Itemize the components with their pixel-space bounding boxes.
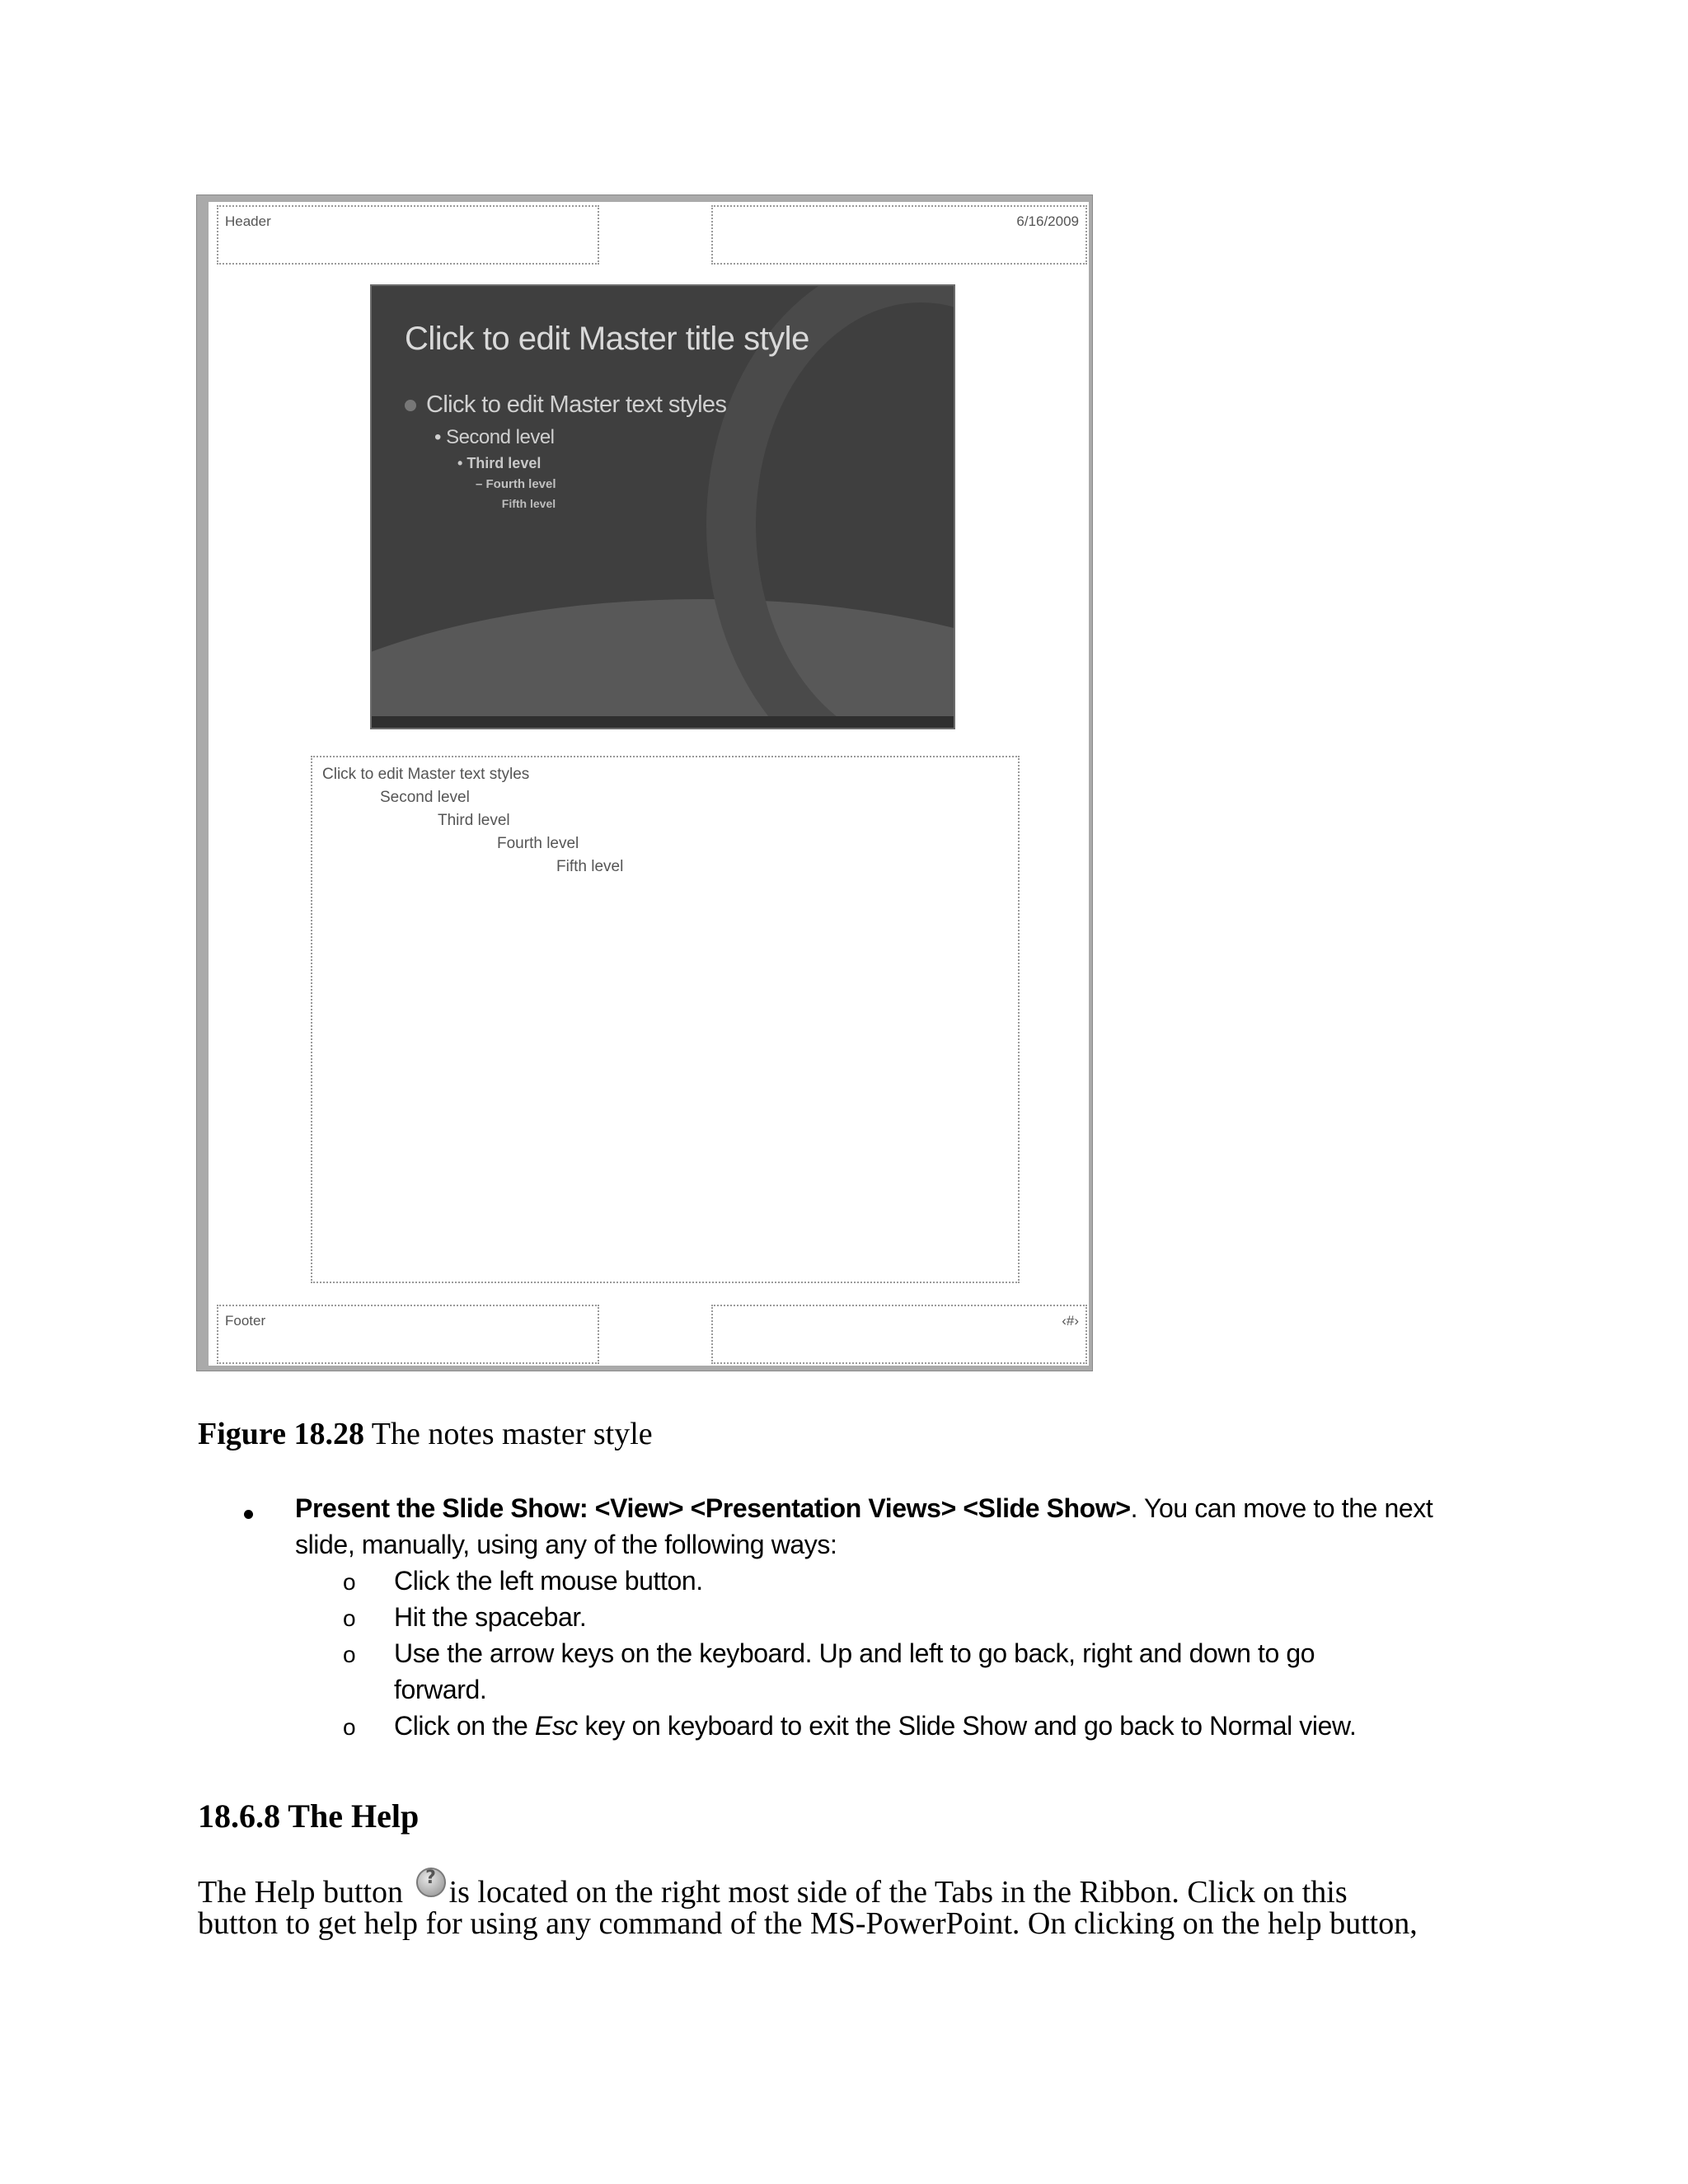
- page-number-placeholder: ‹#›: [711, 1305, 1087, 1364]
- paragraph-line-1: The Help button ?is located on the right most side of the Tabs in the Ribbon. Click on this: [198, 1868, 1348, 1910]
- notes-text-level-3: Third level: [438, 812, 510, 829]
- header-placeholder: Header: [217, 205, 599, 265]
- sub-item-3-line-1: Use the arrow keys on the keyboard. Up and left to go back, right and down to go: [394, 1638, 1315, 1668]
- figure-caption: Figure 18.28 The notes master style: [198, 1417, 653, 1451]
- bullet-icon: [405, 400, 416, 411]
- notes-page: [209, 202, 1089, 1366]
- paragraph-line-2: button to get help for using any command of the MS-PowerPoint. On clicking on the help button,: [198, 1906, 1418, 1941]
- date-placeholder: 6/16/2009: [711, 205, 1087, 265]
- sub-item-4: Click on the Esc key on keyboard to exit the Slide Show and go back to Normal view.: [394, 1711, 1357, 1741]
- notes-text-level-5: Fifth level: [556, 858, 624, 875]
- sub-bullet-marker: o: [343, 1605, 356, 1631]
- slide-text-level-5: Fifth level: [501, 497, 556, 510]
- sub-item-3-line-2: forward.: [394, 1675, 487, 1704]
- bullet-line-1: Present the Slide Show: <View> <Presentation Views> <Slide Show>. You can move to the next: [295, 1493, 1433, 1523]
- sub-bullet-marker: o: [343, 1569, 356, 1595]
- footer-placeholder: Footer: [217, 1305, 599, 1364]
- help-question-icon: [416, 1868, 446, 1897]
- notes-text-level-4: Fourth level: [497, 835, 579, 852]
- slide-image-placeholder: [370, 284, 955, 729]
- slide-text-level-4: – Fourth level: [476, 477, 556, 491]
- sub-bullet-marker: o: [343, 1714, 356, 1740]
- notes-body-placeholder: [311, 756, 1020, 1283]
- notes-master-figure: [196, 194, 1093, 1371]
- section-heading: 18.6.8 The Help: [198, 1797, 420, 1835]
- slide-text-level-2: • Second level: [434, 426, 555, 448]
- slide-text-level-3: • Third level: [457, 455, 542, 471]
- bullet-icon: [244, 1510, 253, 1519]
- slide-text-level-1: Click to edit Master text styles: [405, 391, 726, 419]
- bullet-line-2: slide, manually, using any of the following ways:: [295, 1530, 837, 1559]
- sub-item-2: Hit the spacebar.: [394, 1602, 587, 1632]
- sub-bullet-marker: o: [343, 1642, 356, 1667]
- sub-item-1: Click the left mouse button.: [394, 1566, 703, 1596]
- slide-master-title: Click to edit Master title style: [405, 321, 809, 357]
- notes-text-level-1: Click to edit Master text styles: [322, 766, 530, 783]
- notes-text-level-2: Second level: [380, 789, 470, 806]
